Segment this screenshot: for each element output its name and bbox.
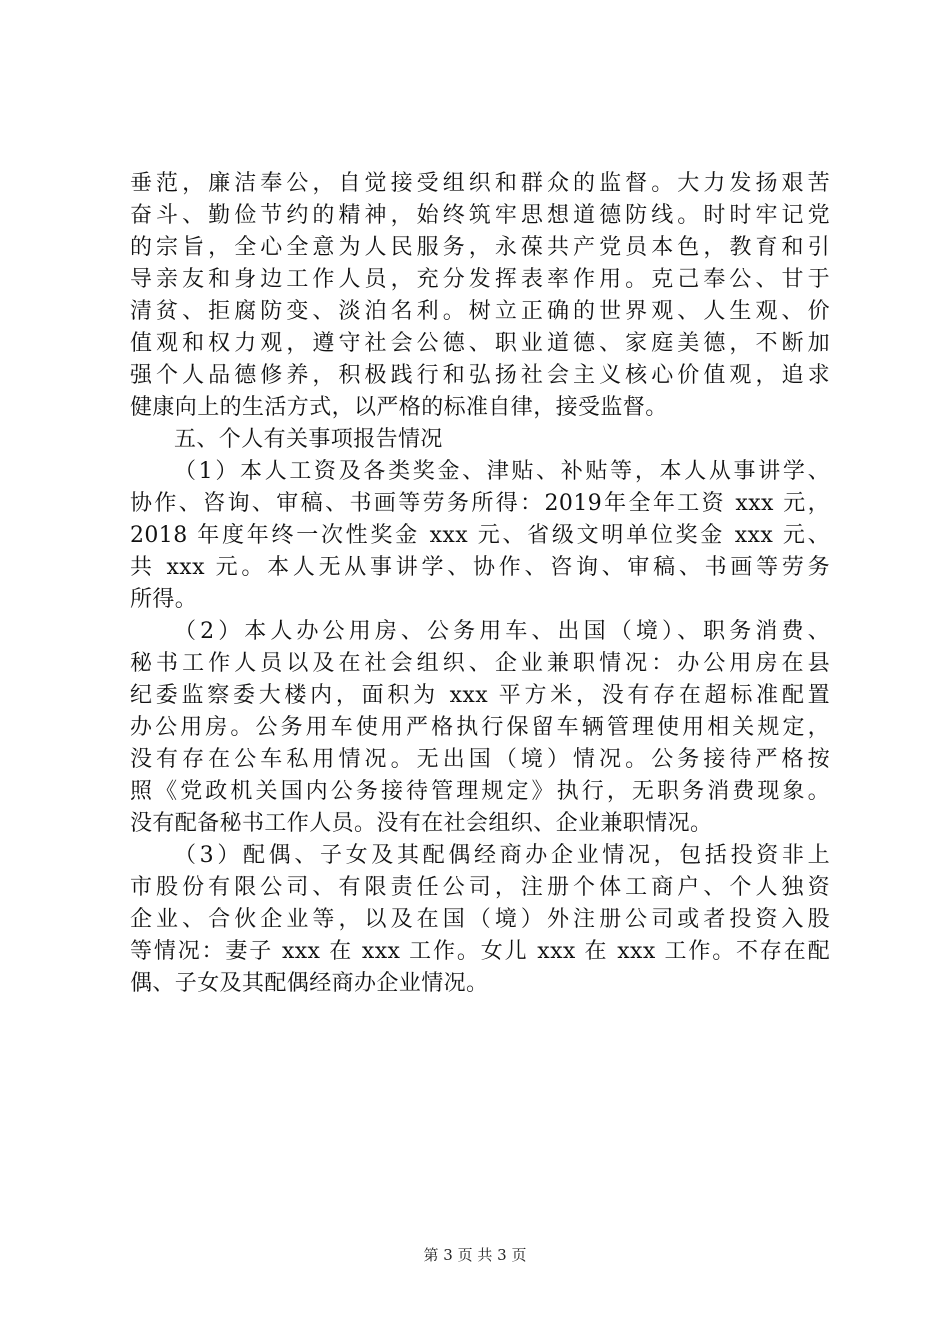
paragraph-line: 奋斗、勤俭节约的精神，始终筑牢思想道德防线。时时牢记党: [130, 203, 830, 228]
paragraph-line: 办公用房。公务用车使用严格执行保留车辆管理使用相关规定，: [130, 715, 830, 740]
paragraph-line: 健康向上的生活方式，以严格的标准自律，接受监督。: [130, 395, 668, 420]
document-body: [130, 168, 830, 1000]
paragraph-line: 强个人品德修养，积极践行和弘扬社会主义核心价值观，追求: [130, 363, 830, 388]
paragraph-line: 导亲友和身边工作人员，充分发挥表率作用。克己奉公、甘于: [130, 267, 830, 292]
paragraph-line: 值观和权力观，遵守社会公德、职业道德、家庭美德，不断加: [130, 331, 830, 356]
paragraph-line: 企业、合伙企业等，以及在国（境）外注册公司或者投资入股: [130, 907, 830, 932]
paragraph-line: 清贫、拒腐防变、淡泊名利。树立正确的世界观、人生观、价: [130, 299, 830, 324]
paragraph-line: 所得。: [130, 587, 198, 612]
page-footer: 第 3 页 共 3 页: [423, 1246, 527, 1264]
paragraph-line: 协作、咨询、审稿、书画等劳务所得：2019年全年工资 xxx 元，: [130, 491, 830, 516]
paragraph-line: 照《党政机关国内公务接待管理规定》执行，无职务消费现象。: [130, 779, 830, 804]
paragraph-line: 垂范，廉洁奉公，自觉接受组织和群众的监督。大力发扬艰苦: [130, 171, 830, 196]
paragraph-line: 2018 年度年终一次性奖金 xxx 元、省级文明单位奖金 xxx 元、: [130, 523, 830, 548]
paragraph-line: 共 xxx 元。本人无从事讲学、协作、咨询、审稿、书画等劳务: [130, 555, 830, 580]
paragraph-line: 市股份有限公司、有限责任公司，注册个体工商户、个人独资: [130, 875, 830, 900]
paragraph-line: 等情况：妻子 xxx 在 xxx 工作。女儿 xxx 在 xxx 工作。不存在配: [130, 939, 830, 964]
paragraph-line: 的宗旨，全心全意为人民服务，永葆共产党员本色，教育和引: [130, 235, 830, 260]
paragraph-line: 秘书工作人员以及在社会组织、企业兼职情况：办公用房在县: [130, 651, 830, 676]
paragraph-line: 纪委监察委大楼内，面积为 xxx 平方米，没有存在超标准配置: [130, 683, 830, 708]
paragraph-line: 没有配备秘书工作人员。没有在社会组织、企业兼职情况。: [130, 811, 713, 836]
paragraph-line: （1）本人工资及各类奖金、津贴、补贴等，本人从事讲学、: [174, 459, 830, 484]
paragraph-line: （3）配偶、子女及其配偶经商办企业情况，包括投资非上: [174, 843, 830, 868]
paragraph-line: 偶、子女及其配偶经商办企业情况。: [130, 971, 489, 996]
section-heading: 五、个人有关事项报告情况: [174, 427, 443, 452]
paragraph-line: （2）本人办公用房、公务用车、出国（境）、职务消费、: [174, 619, 830, 644]
paragraph-line: 没有存在公车私用情况。无出国（境）情况。公务接待严格按: [130, 747, 830, 772]
